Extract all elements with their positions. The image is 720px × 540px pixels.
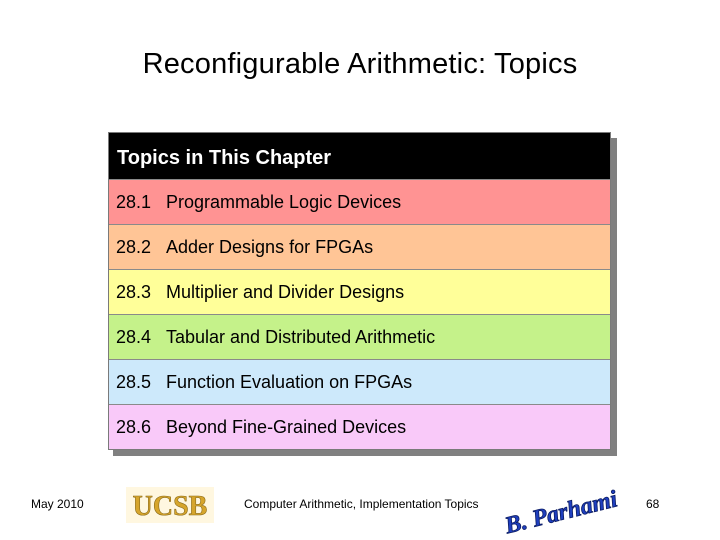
ucsb-logo bbox=[126, 487, 214, 523]
topic-row bbox=[109, 179, 610, 225]
topic-label: Adder Designs for FPGAs bbox=[166, 237, 374, 257]
topics-table bbox=[108, 132, 611, 450]
footer-course-title: Computer Arithmetic, Implementation Topics bbox=[244, 497, 479, 511]
topic-label: Multiplier and Divider Designs bbox=[166, 282, 405, 302]
topic-number: 28.1 bbox=[116, 192, 152, 212]
svg-text:UCSB: UCSB bbox=[132, 491, 208, 522]
topics-table-header: Topics in This Chapter bbox=[109, 133, 610, 179]
topic-number: 28.6 bbox=[116, 417, 152, 437]
svg-text:B. Parhami: B. Parhami bbox=[502, 486, 621, 540]
topic-label: Function Evaluation on FPGAs bbox=[166, 372, 413, 392]
topic-row bbox=[109, 314, 610, 360]
topic-row bbox=[109, 359, 610, 405]
page-number: 68 bbox=[646, 497, 660, 511]
topic-row bbox=[109, 404, 610, 449]
topic-label: Programmable Logic Devices bbox=[166, 192, 402, 212]
footer-date: May 2010 bbox=[31, 497, 84, 511]
slide-title: Reconfigurable Arithmetic: Topics bbox=[142, 48, 578, 80]
topic-number: 28.5 bbox=[116, 372, 152, 392]
topic-label: Beyond Fine-Grained Devices bbox=[166, 417, 407, 437]
topic-number: 28.2 bbox=[116, 237, 152, 257]
signature-logo bbox=[502, 482, 621, 540]
topic-row bbox=[109, 269, 610, 315]
topic-number: 28.3 bbox=[116, 282, 152, 302]
topic-row bbox=[109, 224, 610, 270]
topic-label: Tabular and Distributed Arithmetic bbox=[166, 327, 436, 347]
topic-number: 28.4 bbox=[116, 327, 152, 347]
